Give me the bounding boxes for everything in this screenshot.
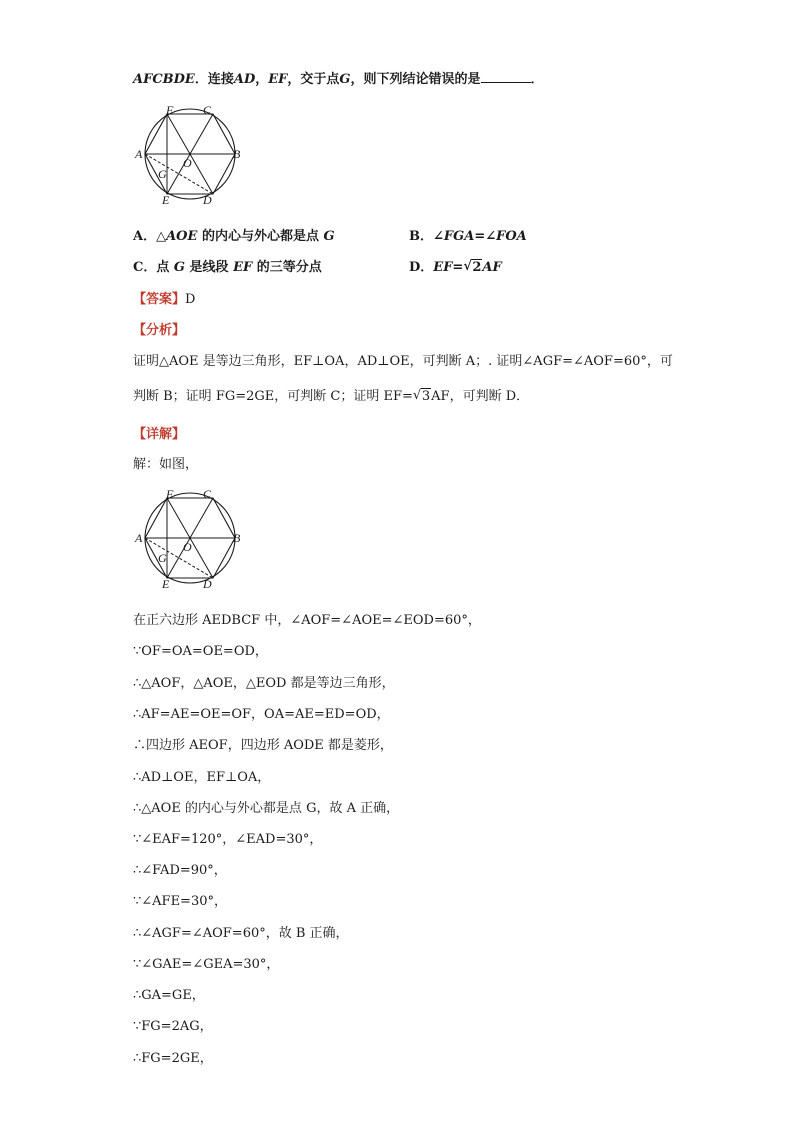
option-d-prefix: D． <box>409 260 434 275</box>
analysis-tag-text: 【分析】 <box>133 323 186 338</box>
option-c-text: 点 <box>156 260 170 275</box>
detail-step: 在正六边形 AEDBCF 中，∠AOF=∠AOE=∠EOD=60°， <box>133 613 481 628</box>
option-b <box>409 225 527 244</box>
question-segment-ad: AD <box>233 72 256 87</box>
question-comma: ， <box>255 72 269 87</box>
detail-step: ∵∠EAF=120°，∠EAD=30°， <box>133 832 323 847</box>
detail-intro: 解：如图， <box>133 457 199 472</box>
question-text: ．连接 <box>194 72 234 87</box>
label-c: C <box>203 487 212 501</box>
hexagon-figure-1 <box>133 100 248 208</box>
analysis-line-2 <box>133 385 529 404</box>
analysis-line-2-b: AF，可判断 D． <box>431 389 530 404</box>
option-a-triangle: AOE <box>166 229 198 244</box>
label-d: D <box>203 577 212 591</box>
analysis-line-2-a: 判断 B；证明 FG=2GE，可判断 C；证明 EF= <box>133 389 413 404</box>
option-d-sqrt <box>463 260 482 275</box>
detail-step: ∴△AOE 的内心与外心都是点 G，故 A 正确， <box>133 801 400 816</box>
option-c <box>133 256 322 275</box>
detail-step: ∵FG=2AG， <box>133 1019 213 1034</box>
option-c-text-2: 是线段 <box>189 260 229 275</box>
answer-value: D <box>185 292 196 307</box>
question-point-g: G <box>339 72 351 87</box>
label-g: G <box>158 551 167 565</box>
label-o: O <box>183 156 192 170</box>
option-c-text-3: 的三等分点 <box>256 260 322 275</box>
option-d-equals: = <box>452 260 464 275</box>
option-d-segment-2: AF <box>482 260 502 275</box>
label-b: B <box>233 147 241 161</box>
detail-tag-text: 【详解】 <box>133 427 186 442</box>
analysis-sqrt <box>413 389 431 404</box>
analysis-line-1: 证明△AOE 是等边三角形，EF⊥OA，AD⊥OE，可判断 A；. 证明∠AGF=∠AOF=60°，可 <box>133 354 673 369</box>
option-d-segment-1: EF <box>433 260 453 275</box>
label-e: E <box>162 193 170 207</box>
question-line <box>133 68 544 87</box>
option-a-text: △ <box>156 229 167 244</box>
option-d-radicand: 2 <box>472 260 482 275</box>
option-b-prefix: B． <box>409 229 433 244</box>
label-a: A <box>135 531 143 545</box>
answer-blank <box>481 70 531 83</box>
analysis-radicand: 3 <box>421 389 431 404</box>
option-b-angle-1: FGA <box>443 229 475 244</box>
option-c-segment: EF <box>233 260 253 275</box>
detail-step: ∴FG=2GE， <box>133 1051 213 1066</box>
detail-step: ∴△AOF，△AOE，△EOD 都是等边三角形， <box>133 676 395 691</box>
option-b-angle-2: FOA <box>496 229 527 244</box>
hexagon-figure-2 <box>133 484 248 592</box>
question-text-2: ，交于点 <box>287 72 340 87</box>
detail-step: ∵∠GAE=∠GEA=30°， <box>133 957 280 972</box>
option-a-prefix: A． <box>133 229 157 244</box>
detail-tag <box>133 423 185 442</box>
option-a-text-2: 的内心与外心都是点 <box>201 229 319 244</box>
option-b-text-2: =∠ <box>474 229 497 244</box>
option-c-prefix: C． <box>133 260 157 275</box>
label-a: A <box>135 147 143 161</box>
option-c-point: G <box>173 260 186 275</box>
analysis-tag <box>133 319 185 338</box>
label-b: B <box>233 531 241 545</box>
label-g: G <box>158 167 167 181</box>
question-end: ． <box>530 72 544 87</box>
detail-step: ∴四边形 AEOF，四边形 AODE 都是菱形， <box>133 738 393 753</box>
detail-step: ∴AF=AE=OE=OF，OA=AE=ED=OD， <box>133 707 390 722</box>
label-c: C <box>203 103 212 117</box>
label-o: O <box>183 540 192 554</box>
label-f: F <box>166 103 174 117</box>
detail-step: ∴∠AGF=∠AOF=60°，故 B 正确， <box>133 926 349 941</box>
question-text-3: ，则下列结论错误的是 <box>350 72 481 87</box>
answer-tag: 【答案】 <box>133 292 186 307</box>
option-d <box>409 256 502 275</box>
detail-step: ∴AD⊥OE，EF⊥OA， <box>133 770 271 785</box>
detail-step: ∵OF=OA=OE=OD， <box>133 644 268 659</box>
label-f: F <box>166 487 174 501</box>
question-segment-ef: EF <box>268 72 288 87</box>
option-a-point: G <box>323 229 335 244</box>
detail-step: ∴∠FAD=90°， <box>133 863 227 878</box>
sqrt-symbol: √ <box>463 259 472 274</box>
option-b-text: ∠ <box>433 229 444 244</box>
option-a <box>133 225 335 244</box>
answer-line <box>133 288 195 307</box>
detail-step: ∵∠AFE=30°， <box>133 894 227 909</box>
label-d: D <box>203 193 212 207</box>
label-e: E <box>162 577 170 591</box>
hexagon-name: AFCBDE <box>133 72 195 87</box>
sqrt-symbol: √ <box>412 388 422 403</box>
detail-step: ∴GA=GE， <box>133 988 205 1003</box>
